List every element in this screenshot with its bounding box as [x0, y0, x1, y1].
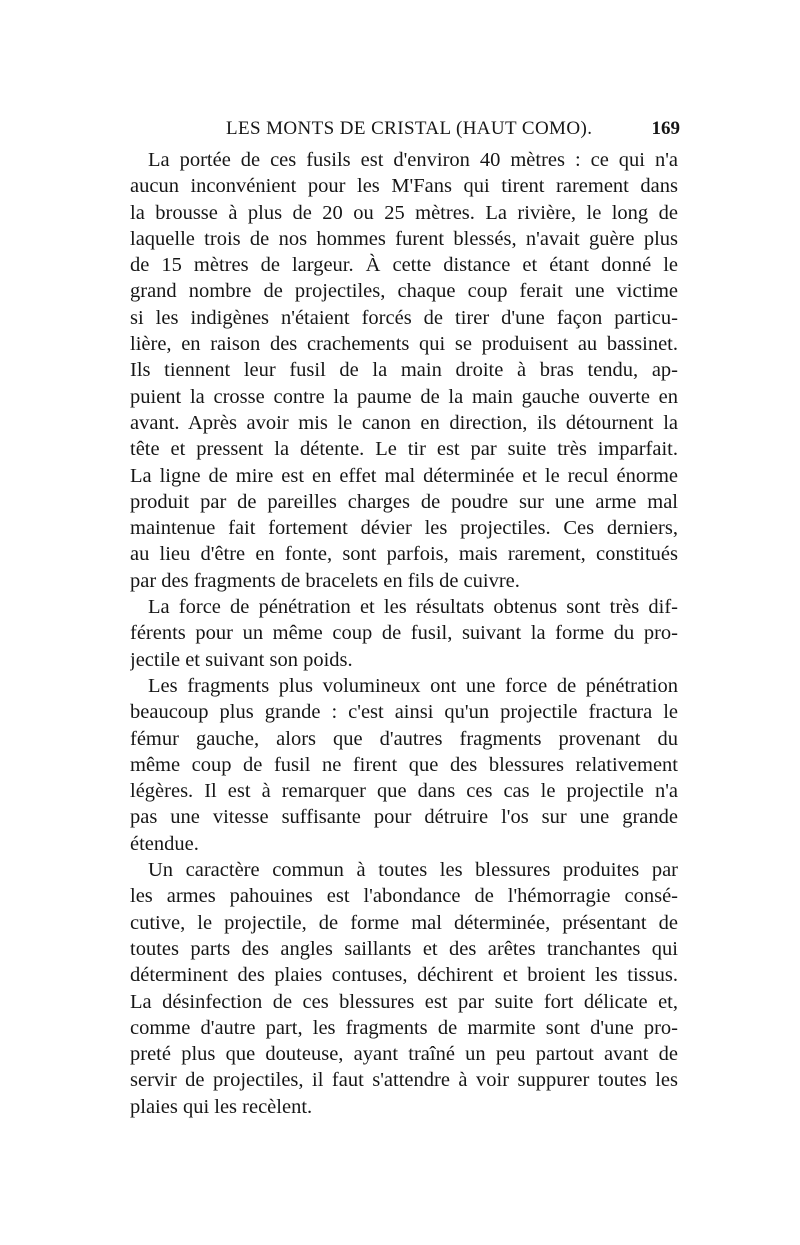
paragraph-1-line: produit par de pareilles charges de poudre sur une arme mal [130, 490, 678, 513]
paragraph-2-line: jectile et suivant son poids. [130, 648, 353, 671]
paragraph-4-line: Un caractère commun à toutes les blessures produites par [148, 859, 678, 882]
paragraph-3-line: pas une vitesse suffisante pour détruire l'os sur une grande [130, 806, 678, 829]
paragraph-4-line: preté plus que douteuse, ayant traîné un peu partout avant de [130, 1043, 678, 1066]
paragraph-3-line: fémur gauche, alors que d'autres fragments provenant du [130, 727, 678, 750]
page-number: 169 [651, 118, 680, 139]
paragraph-1-line: par des fragments de bracelets en fils de cuivre. [130, 569, 520, 592]
paragraph-1-line: grand nombre de projectiles, chaque coup ferait une victime [130, 280, 678, 303]
paragraph-1-line: laquelle trois de nos hommes furent blessés, n'avait guère plus [130, 227, 678, 250]
paragraph-4-line: plaies qui les recèlent. [130, 1095, 313, 1118]
paragraph-1-line: de 15 mètres de largeur. À cette distance et étant donné le [130, 254, 678, 277]
paragraph-1-line: puient la crosse contre la paume de la main gauche ouverte en [130, 385, 678, 408]
paragraph-1-line: si les indigènes n'étaient forcés de tirer d'une façon particu- [130, 306, 678, 329]
paragraph-1-line: lière, en raison des crachements qui se produisent au bassinet. [130, 333, 678, 356]
paragraph-4-line: déterminent des plaies contuses, déchirent et broient les tissus. [130, 964, 678, 987]
paragraph-4-line: toutes parts des angles saillants et des arêtes tranchantes qui [130, 937, 678, 960]
paragraph-1-line: La ligne de mire est en effet mal déterminée et le recul énorme [130, 464, 678, 487]
paragraph-2-line: férents pour un même coup de fusil, suivant la forme du pro- [130, 622, 678, 645]
paragraph-4-line: cutive, le projectile, de forme mal déterminée, présentant de [130, 911, 678, 934]
paragraph-1-line: avant. Après avoir mis le canon en direction, ils détournent la [130, 411, 678, 434]
paragraph-1-line: aucun inconvénient pour les M'Fans qui tirent rarement dans [130, 175, 678, 198]
running-head [130, 116, 680, 142]
paragraph-3-line: beaucoup plus grande : c'est ainsi qu'un projectile fractura le [130, 701, 678, 724]
paragraph-1-line: tête et pressent la détente. Le tir est par suite très imparfait. [130, 438, 678, 461]
paragraph-4-line: La désinfection de ces blessures est par suite fort délicate et, [130, 990, 678, 1013]
running-title: LES MONTS DE CRISTAL (HAUT COMO). [226, 118, 593, 139]
paragraph-3-line: étendue. [130, 832, 199, 855]
paragraph-1-line: au lieu d'être en fonte, sont parfois, mais rarement, constitués [130, 543, 678, 566]
paragraph-4-line: les armes pahouines est l'abondance de l'hémorragie consé- [130, 885, 678, 908]
paragraph-1-line: la brousse à plus de 20 ou 25 mètres. La rivière, le long de [130, 201, 678, 224]
paragraph-1-line: Ils tiennent leur fusil de la main droite à bras tendu, ap- [130, 359, 678, 382]
paragraph-3-line: légères. Il est à remarquer que dans ces cas le projectile n'a [130, 780, 678, 803]
paragraph-3-line: Les fragments plus volumineux ont une force de pénétration [148, 674, 678, 697]
paragraph-1-line: La portée de ces fusils est d'environ 40 mètres : ce qui n'a [148, 149, 678, 171]
paragraph-1-line: maintenue fait fortement dévier les projectiles. Ces derniers, [130, 517, 678, 540]
body-text [130, 147, 678, 1120]
paragraph-3-line: même coup de fusil ne firent que des blessures relativement [130, 753, 678, 776]
paragraph-4-line: servir de projectiles, il faut s'attendre à voir suppurer toutes les [130, 1069, 678, 1092]
paragraph-2-line: La force de pénétration et les résultats obtenus sont très dif- [148, 596, 678, 619]
paragraph-4-line: comme d'autre part, les fragments de marmite sont d'une pro- [130, 1016, 678, 1039]
